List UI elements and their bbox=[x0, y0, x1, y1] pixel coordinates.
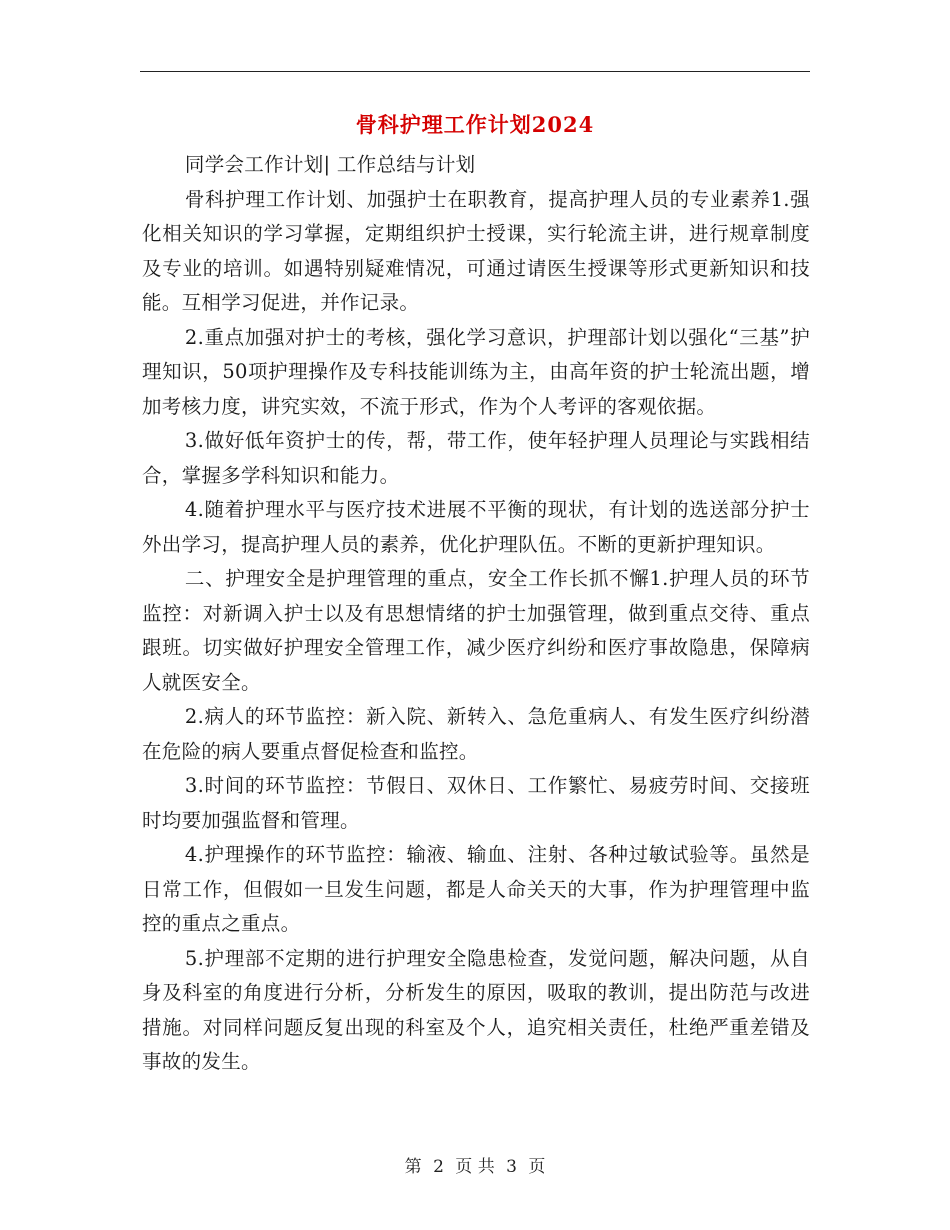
paragraph: 二、护理安全是护理管理的重点，安全工作长抓不懈1.护理人员的环节监控：对新调入护士以及有思想情绪的护士加强管理，做到重点交待、重点跟班。切实做好护理安全管理工作，减少医疗纠纷和医疗事故隐患，保障病人就医安全。 bbox=[142, 567, 810, 694]
page-footer bbox=[0, 1152, 950, 1177]
paragraph: 3.做好低年资护士的传，帮，带工作，使年轻护理人员理论与实践相结合，掌握多学科知识和能力。 bbox=[142, 429, 810, 487]
paragraph: 5.护理部不定期的进行护理安全隐患检查，发觉问题，解决问题，从自身及科室的角度进行分析，分析发生的原因，吸取的教训，提出防范与改进措施。对同样问题反复出现的科室及个人，追究相关责任，杜绝严重差错及事故的发生。 bbox=[142, 946, 810, 1073]
page-label-suffix: 页 bbox=[528, 1157, 546, 1177]
current-page-number: 2 bbox=[433, 1157, 444, 1177]
paragraph: 3.时间的环节监控：节假日、双休日、工作繁忙、易疲劳时间、交接班时均要加强监督和管理。 bbox=[142, 774, 810, 832]
document-title: 骨科护理工作计划2024 bbox=[355, 112, 595, 137]
page-label-mid: 页 共 bbox=[455, 1157, 495, 1177]
page-label-prefix: 第 bbox=[404, 1157, 422, 1177]
paragraph: 骨科护理工作计划、加强护士在职教育，提高护理人员的专业素养1.强化相关知识的学习掌握，定期组织护士授课，实行轮流主讲，进行规章制度及专业的培训。如遇特别疑难情况，可通过请医生授课等形式更新知识和技能。互相学习促进，并作记录。 bbox=[142, 187, 810, 314]
paragraph: 2.重点加强对护士的考核，强化学习意识，护理部计划以强化“三基”护理知识，50项护理操作及专科技能训练为主，由高年资的护士轮流出题，增加考核力度，讲究实效，不流于形式，作为个人考评的客观依据。 bbox=[142, 325, 810, 418]
total-page-count: 3 bbox=[506, 1157, 517, 1177]
subtitle-line: 同学会工作计划| 工作总结与计划 bbox=[184, 153, 476, 176]
header-rule bbox=[140, 71, 810, 72]
document-body bbox=[142, 148, 810, 1080]
paragraph: 4.随着护理水平与医疗技术进展不平衡的现状，有计划的选送部分护士外出学习，提高护理人员的素养，优化护理队伍。不断的更新护理知识。 bbox=[142, 498, 810, 556]
paragraph: 4.护理操作的环节监控：输液、输血、注射、各种过敏试验等。虽然是日常工作，但假如一旦发生问题，都是人命关天的大事，作为护理管理中监控的重点之重点。 bbox=[142, 843, 810, 935]
paragraph: 2.病人的环节监控：新入院、新转入、急危重病人、有发生医疗纠纷潜在危险的病人要重点督促检查和监控。 bbox=[142, 705, 810, 763]
